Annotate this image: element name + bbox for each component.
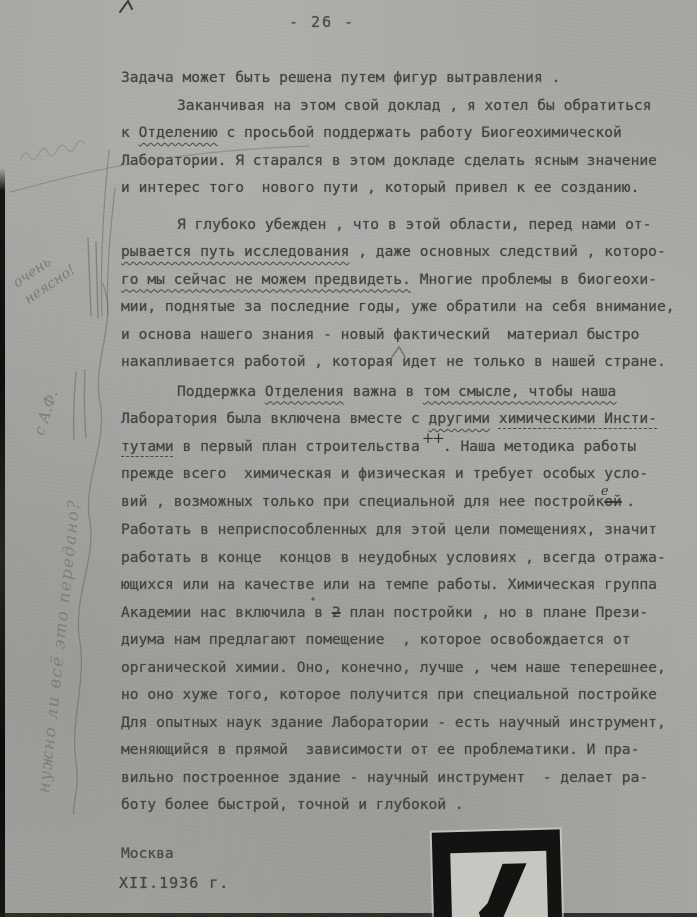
text-segment	[490, 410, 499, 427]
scan-edge-left	[0, 168, 5, 917]
text-segment: накапливается работой , которая идет не только в нашей стране.	[121, 353, 666, 370]
pencil-bracket-1	[101, 150, 109, 316]
text-line	[121, 681, 683, 709]
text-line	[121, 211, 683, 239]
text-line	[121, 266, 683, 294]
text-line	[121, 64, 683, 92]
text-line	[121, 238, 683, 266]
text-segment: Работать в неприспособленных для этой цели помещениях, значит	[121, 521, 657, 538]
text-segment: химическими Инсти-	[498, 410, 657, 427]
text-segment: рывается путь исследования	[121, 243, 350, 260]
text-line	[121, 460, 683, 488]
text-segment: к	[121, 124, 139, 141]
handwritten-correction: е	[600, 483, 609, 499]
text-segment: Я глубоко убежден , что в этой области, перед нами от-	[177, 215, 652, 233]
footer-place: Москва	[121, 845, 174, 862]
text-segment: важна в	[343, 382, 424, 400]
text-line	[121, 599, 683, 627]
emphasis-lines-mid	[74, 370, 86, 440]
text-segment: в первый план строительства	[173, 437, 420, 455]
text-segment: , даже основных следствий , которо-	[349, 243, 666, 260]
text-line	[121, 147, 683, 175]
text-segment: .	[617, 492, 636, 510]
text-segment: вильно построенное здание - научный инструмент - делает ра-	[121, 768, 649, 786]
text-segment: Заканчивая на этом свой доклад , я хотел бы обратиться	[177, 96, 652, 114]
text-line	[121, 791, 683, 819]
text-segment: ющихся или на качестве или на темпе работы. Химическая группа	[121, 576, 657, 593]
text-segment: и интерес того нового пути , который привел к ее созданию.	[121, 179, 640, 196]
text-segment: вий , возможных только при специальной для нее постройк	[121, 492, 605, 510]
text-line	[121, 626, 683, 654]
text-line	[121, 516, 683, 544]
text-segment: боту более быстрой, точной и глубокой .	[121, 796, 464, 813]
text-segment: диума нам предлагают помещение , которое освобождается от	[121, 631, 631, 648]
emphasis-lines-upper	[88, 238, 98, 318]
text-segment: Отделению	[138, 124, 218, 141]
text-line	[121, 709, 683, 737]
text-segment: Задача может быть решена путем фигур вытравления .	[121, 69, 561, 86]
text-line	[121, 378, 683, 406]
text-line	[121, 348, 683, 376]
scan-edge-bottom	[0, 913, 697, 917]
margin-note-upper: очень неясно!	[10, 254, 79, 308]
text-segment: Лаборатория была включена вместе с	[121, 410, 429, 427]
text-line	[121, 764, 683, 792]
illegible-scribble	[20, 141, 85, 160]
text-line	[121, 119, 683, 147]
text-segment: ой	[604, 492, 622, 510]
check-mark	[120, 1, 132, 12]
text-segment: но оно хуже того, которое получится при специальной постройке	[121, 686, 657, 703]
text-segment: план постройки , но в плане Прези-	[340, 603, 649, 621]
text-line	[121, 654, 683, 682]
fiducial-marker-inner	[450, 851, 548, 917]
text-segment: Лаборатории. Я старался в этом докладе сделать ясным значение	[121, 151, 657, 169]
text-line	[121, 321, 683, 349]
text-line	[121, 483, 683, 517]
text-segment: другими	[428, 410, 491, 427]
text-line	[121, 174, 683, 202]
typewritten-text	[121, 64, 683, 819]
text-segment: мии, поднятые за последние годы, уже обратили на себя внимание,	[121, 298, 675, 315]
text-line	[121, 405, 683, 433]
text-segment: меняющийся в прямой зависимости от ее проблематики. И пра-	[121, 741, 640, 758]
text-line	[121, 571, 683, 599]
text-segment: с просьбой поддержать работу Биогеохимической	[217, 124, 622, 141]
text-segment: Для опытных наук здание Лаборатории - есть научный инструмент,	[121, 713, 666, 731]
text-segment: органической химии. Оно, конечно, лучше , чем наше теперешнее,	[121, 658, 666, 676]
wavy-margin-line	[74, 284, 108, 814]
text-line	[121, 736, 683, 764]
page-number: - 26 -	[289, 13, 356, 31]
text-line	[121, 293, 683, 321]
text-segment: и основа нашего знания - новый фактический материал быстро	[121, 325, 640, 343]
text-segment: 2	[331, 603, 341, 621]
text-segment: Многие проблемы в биогеохи-	[410, 270, 657, 288]
text-segment: работать в конце концов в неудобных условиях , всегда отража-	[121, 548, 666, 566]
fiducial-glyph	[450, 851, 548, 917]
text-segment: . Наша методика работы	[442, 437, 637, 455]
text-segment: Отделения	[264, 382, 344, 400]
handwritten-insert-mark: ++	[421, 428, 443, 447]
text-segment: го мы сейчас не можем предвидеть.	[121, 270, 411, 288]
margin-note-vertical: нужно ли всё это передано?	[34, 498, 84, 794]
margin-note-signature: с А.Ф.	[30, 387, 62, 438]
text-line	[121, 92, 683, 120]
pencil-bracket-2	[107, 188, 115, 314]
text-segment: том смысле, чтобы наша	[423, 382, 617, 400]
fiducial-marker	[432, 829, 563, 917]
text-segment: прежде всего химическая и физическая и требует особых усло-	[121, 465, 649, 482]
text-line	[121, 428, 683, 461]
text-line	[121, 544, 683, 572]
text-segment: тутами	[121, 437, 174, 455]
text-segment: Поддержка	[177, 382, 265, 400]
text-segment: Академии нас включила в	[121, 603, 332, 621]
footer-date: XII.1936 г.	[119, 874, 230, 892]
